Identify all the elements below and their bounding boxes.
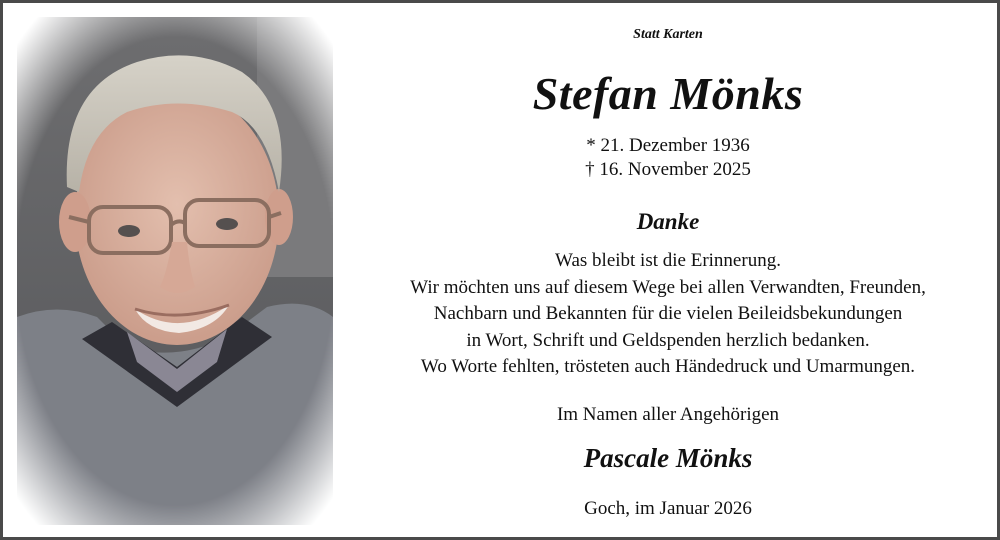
- message-line: Wo Worte fehlten, trösteten auch Händedruck und Umarmungen.: [420, 356, 916, 377]
- thanks-message: [333, 248, 1000, 381]
- message-line: Wir möchten uns auf diesem Wege bei allen Verwandten, Freunden,: [410, 276, 926, 298]
- header-label: Statt Karten: [633, 27, 703, 42]
- on-behalf-text: Im Namen aller Angehörigen: [556, 404, 780, 425]
- message-line: in Wort, Schrift und Geldspenden herzlich bedanken.: [466, 329, 870, 351]
- message-line: Was bleibt ist die Erinnerung.: [555, 250, 781, 271]
- birth-date: * 21. Dezember 1936: [586, 135, 750, 156]
- deceased-name: Stefan Mönks: [532, 68, 804, 119]
- portrait-illustration: [17, 17, 333, 525]
- life-dates: [333, 134, 1000, 182]
- death-date: † 16. November 2025: [585, 159, 751, 180]
- message-line: Nachbarn und Bekannten für die vielen Beileidsbekundungen: [433, 303, 903, 324]
- signer-name: Pascale Mönks: [583, 443, 753, 473]
- thanks-title: Danke: [636, 209, 700, 234]
- place-date: Goch, im Januar 2026: [584, 498, 752, 519]
- portrait-photo: [17, 17, 333, 525]
